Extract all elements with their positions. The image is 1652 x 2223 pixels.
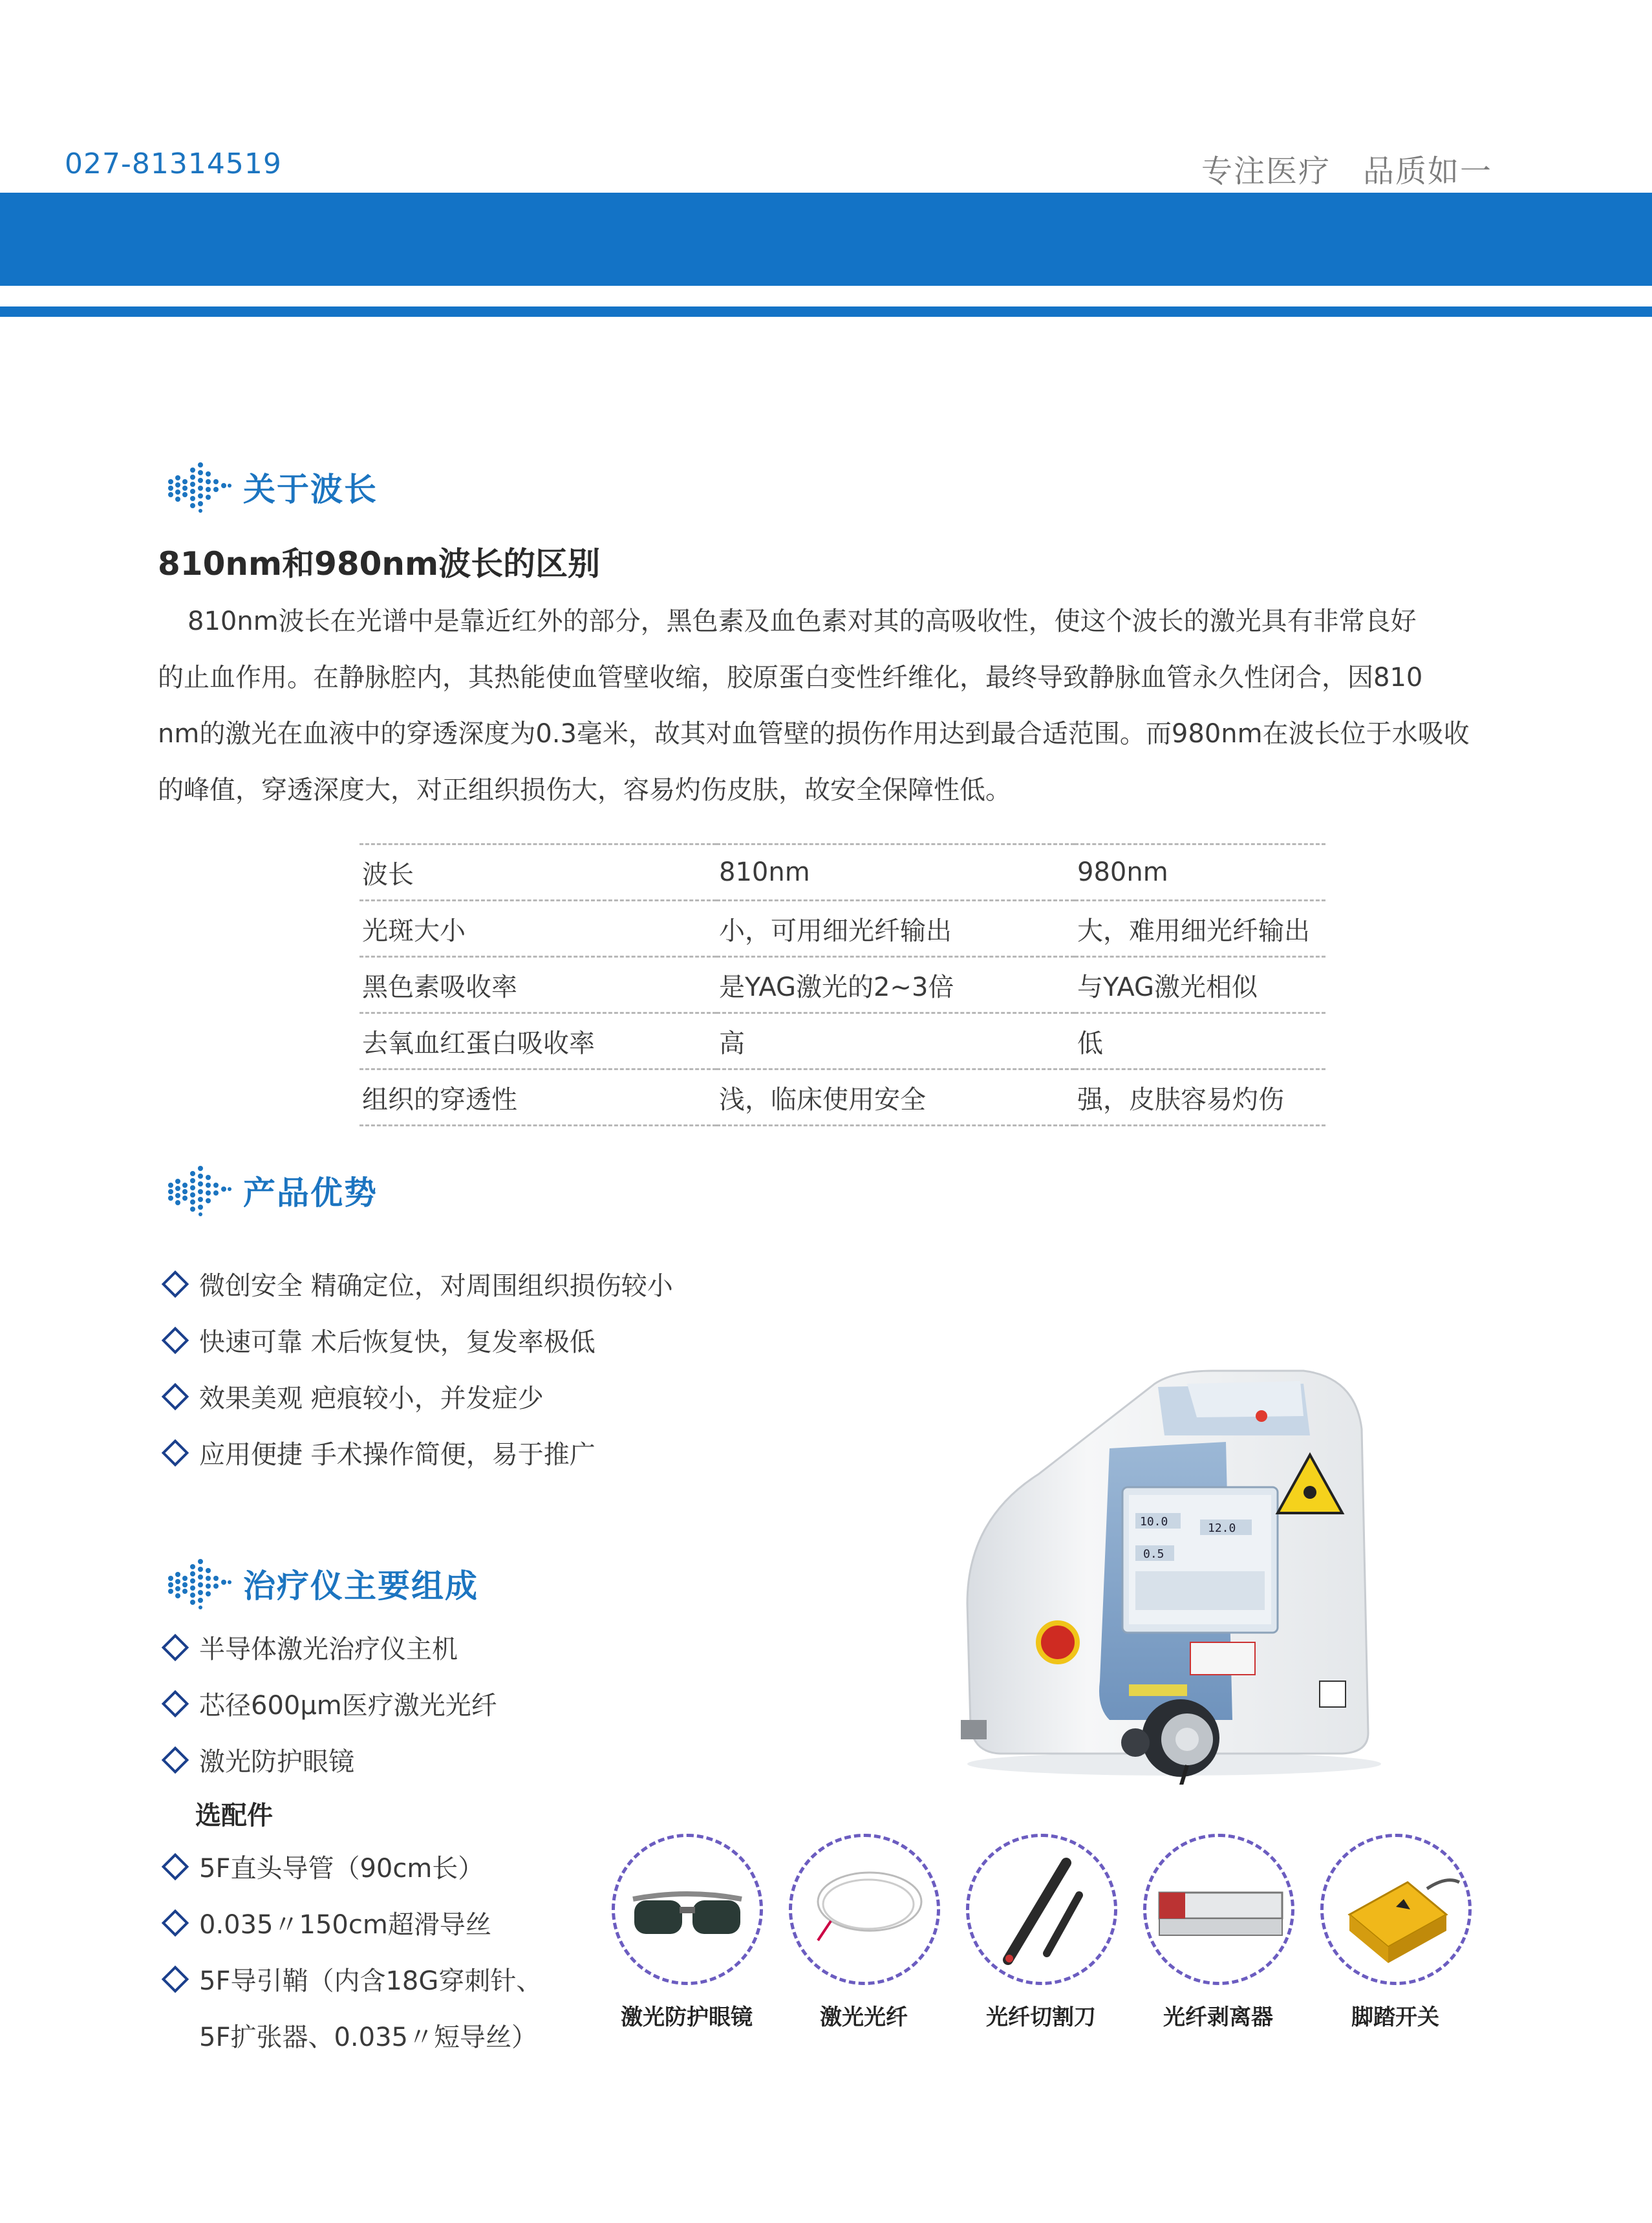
- dots-logo-icon: [167, 461, 231, 513]
- list-item: 激光防护眼镜: [160, 1732, 542, 1788]
- fiber-stripper-icon: [1146, 1837, 1291, 1982]
- table-cell: 810nm: [716, 844, 1075, 901]
- paragraph-line: 的峰值，穿透深度大，对正组织损伤大，容易灼伤皮肤，故安全保障性低。: [158, 775, 1011, 805]
- list-item: 0.035〃150cm超滑导丝: [160, 1895, 542, 1951]
- list-item: 应用便捷 手术操作简便，易于推广: [160, 1424, 673, 1481]
- list-item: 5F直头导管（90cm长）: [160, 1838, 542, 1895]
- diamond-bullet-icon: [162, 1690, 189, 1717]
- paragraph-line: 的止血作用。在静脉腔内，其热能使血管壁收缩，胶原蛋白变性纤维化，最终导致静脉血管永久性闭合，因810: [158, 663, 1423, 693]
- accessory-label: 激光防护眼镜: [621, 2004, 753, 2030]
- diamond-bullet-icon: [162, 1326, 189, 1353]
- laser-device-image: [941, 1358, 1394, 1785]
- list-item: 微创安全 精确定位，对周围组织损伤较小: [160, 1256, 673, 1312]
- diamond-bullet-icon: [162, 1853, 189, 1880]
- diamond-bullet-icon: [162, 1439, 189, 1466]
- accessory-image: [1143, 1834, 1294, 1985]
- table-cell: 980nm: [1075, 844, 1325, 901]
- header-band: [0, 193, 1652, 286]
- diamond-bullet-icon: [162, 1382, 189, 1410]
- diamond-bullet-icon: [162, 1270, 189, 1297]
- list-item: 半导体激光治疗仪主机: [160, 1619, 542, 1675]
- table-cell: 大，难用细光纤输出: [1075, 901, 1325, 957]
- section-title: 产品优势: [243, 1174, 378, 1212]
- table-row: [359, 1069, 1325, 1126]
- table-cell: 小，可用细光纤输出: [716, 901, 1075, 957]
- section-title: 治疗仪主要组成: [243, 1567, 478, 1605]
- list-item: 快速可靠 术后恢复快，复发率极低: [160, 1312, 673, 1368]
- accessory-stripper: [1143, 1834, 1293, 2031]
- dots-logo-icon: [167, 1558, 231, 1609]
- table-row: [359, 957, 1325, 1013]
- list-item: 5F导引鞘（内含18G穿刺针、: [160, 1951, 542, 2007]
- accessory-fiber: [789, 1834, 939, 2031]
- accessory-image: [966, 1834, 1117, 1985]
- table-cell: 组织的穿透性: [359, 1069, 716, 1126]
- accessory-image: [1320, 1834, 1472, 1985]
- accessory-label: 光纤剥离器: [1163, 2004, 1273, 2030]
- subtitle: 810nm和980nm波长的区别: [158, 545, 601, 583]
- table-cell: 去氧血红蛋白吸收率: [359, 1013, 716, 1069]
- accessory-label: 激光光纤: [820, 2004, 908, 2030]
- accessory-cutter: [966, 1834, 1116, 2031]
- table-cell: 强，皮肤容易灼伤: [1075, 1069, 1325, 1126]
- fiber-coil-icon: [792, 1837, 937, 1982]
- diamond-bullet-icon: [162, 1909, 189, 1936]
- display-value: 10.0: [1140, 1515, 1168, 1529]
- table-cell: 黑色素吸收率: [359, 957, 716, 1013]
- slogan: 专注医疗 品质如一: [1201, 153, 1493, 189]
- section-heading-components: [167, 1554, 478, 1613]
- section-title: 关于波长: [243, 471, 378, 508]
- accessory-glasses: [612, 1834, 762, 2031]
- section-heading-wavelength: [167, 458, 378, 516]
- diamond-bullet-icon: [162, 1965, 189, 1992]
- fiber-cutter-icon: [969, 1837, 1114, 1982]
- section-heading-advantages: [167, 1161, 378, 1219]
- display-value: 0.5: [1143, 1547, 1164, 1561]
- table-cell: 高: [716, 1013, 1075, 1069]
- table-cell: 光斑大小: [359, 901, 716, 957]
- list-item: [160, 1788, 542, 1838]
- table-row: [359, 1013, 1325, 1069]
- table-cell: 与YAG激光相似: [1075, 957, 1325, 1013]
- display-value: 12.0: [1208, 1521, 1236, 1535]
- list-item: 效果美观 疤痕较小，并发症少: [160, 1368, 673, 1424]
- advantages-list: [160, 1256, 673, 1481]
- list-item: 5F扩张器、0.035〃短导丝）: [199, 2023, 537, 2052]
- paragraph-line: 810nm波长在光谱中是靠近红外的部分，黑色素及血色素对其的高吸收性，使这个波长的激光具有非常良好: [188, 607, 1417, 636]
- accessory-footswitch: [1320, 1834, 1470, 2031]
- accessory-label: 光纤切割刀: [986, 2004, 1096, 2030]
- list-item: 芯径600μm医疗激光光纤: [160, 1675, 542, 1732]
- table-cell: 低: [1075, 1013, 1325, 1069]
- optional-parts-title: 选配件: [195, 1800, 273, 1831]
- accessory-label: 脚踏开关: [1351, 2004, 1439, 2030]
- diamond-bullet-icon: [162, 1633, 189, 1660]
- accessory-image: [612, 1834, 763, 1985]
- goggles-icon: [615, 1837, 760, 1982]
- phone-number: 027-81314519: [65, 147, 282, 180]
- header-rule: [0, 306, 1652, 317]
- table-cell: 是YAG激光的2~3倍: [716, 957, 1075, 1013]
- wavelength-comparison-table: [359, 843, 1325, 1126]
- components-list: [160, 1619, 542, 2063]
- accessory-image: [789, 1834, 940, 1985]
- intro-paragraph: [158, 594, 1522, 819]
- foot-switch-icon: [1324, 1837, 1468, 1982]
- table-cell: 波长: [359, 844, 716, 901]
- diamond-bullet-icon: [162, 1746, 189, 1773]
- dots-logo-icon: [167, 1165, 231, 1216]
- table-row: [359, 901, 1325, 957]
- table-cell: 浅，临床使用安全: [716, 1069, 1075, 1126]
- paragraph-line: nm的激光在血液中的穿透深度为0.3毫米，故其对血管壁的损伤作用达到最合适范围。而980nm在波长位于水吸收: [158, 719, 1470, 749]
- table-row: [359, 844, 1325, 901]
